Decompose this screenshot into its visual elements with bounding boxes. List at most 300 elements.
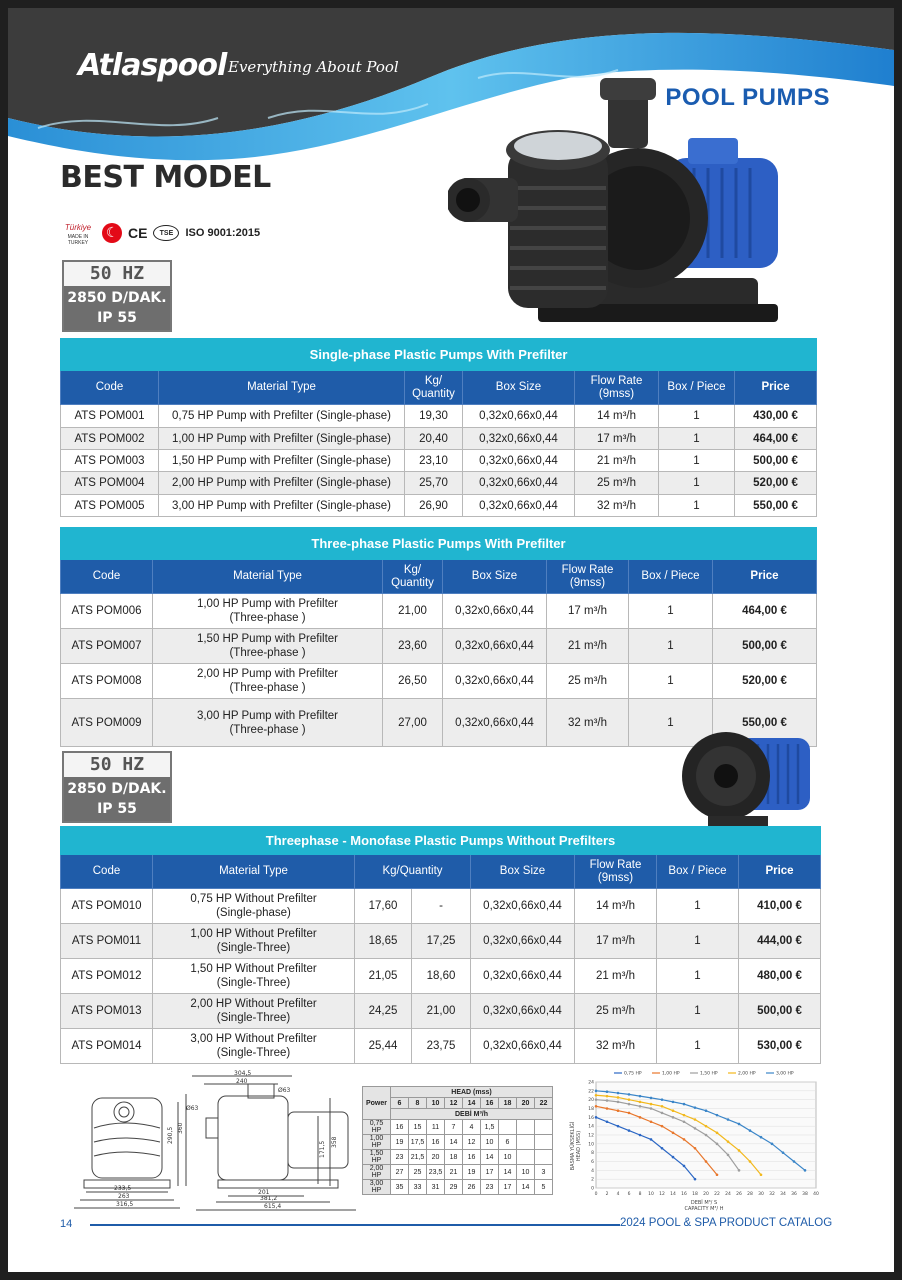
x-tick-label: 16 <box>681 1192 687 1197</box>
table-header-row <box>61 371 817 405</box>
head-title: HEAD (mss) <box>391 1087 553 1098</box>
made-in-turkiye-logo: Türkiye MADE IN TURKEY <box>64 223 92 246</box>
x-axis-label-2: CAPACITY M³/ H <box>684 1206 724 1212</box>
legend-label: 3,00 HP <box>776 1071 794 1077</box>
y-tick-label: 24 <box>588 1080 594 1086</box>
y-tick-label: 8 <box>591 1151 594 1157</box>
flow-cell: 3 <box>535 1165 553 1180</box>
y-tick-label: 0 <box>591 1186 594 1192</box>
series-point <box>650 1097 653 1100</box>
series-point <box>672 1116 675 1119</box>
table-header-row <box>61 855 821 889</box>
cell-box-size: 0,32x0,66x0,44 <box>463 495 575 517</box>
cell-kg-three: 17,25 <box>412 924 471 959</box>
table-without-prefilter <box>60 826 821 1064</box>
series-point <box>683 1114 686 1117</box>
col-kg-quantity: Kg/ Quantity <box>383 560 443 594</box>
col-code: Code <box>61 371 159 405</box>
table-row <box>61 450 817 472</box>
table-title: Threephase - Monofase Plastic Pumps Without Prefilters <box>61 827 821 855</box>
dim-label: 360 <box>177 1122 184 1134</box>
series-point <box>617 1092 620 1095</box>
series-point <box>650 1120 653 1123</box>
col-flow-rate: Flow Rate (9mss) <box>547 560 629 594</box>
series-point <box>782 1151 785 1154</box>
series-point <box>639 1134 642 1137</box>
power-label: Power <box>363 1087 391 1120</box>
cell-box-piece: 1 <box>657 924 739 959</box>
page-number: 14 <box>60 1218 73 1230</box>
series-point <box>639 1095 642 1098</box>
x-tick-label: 28 <box>747 1192 753 1197</box>
series-point <box>683 1103 686 1106</box>
flow-cell: 20 <box>427 1150 445 1165</box>
y-tick-label: 2 <box>591 1177 594 1183</box>
iso-certification: ISO 9001:2015 <box>185 227 261 239</box>
cell-code: ATS POM007 <box>61 629 153 664</box>
cell-flow: 21 m³/h <box>575 450 659 472</box>
series-point <box>595 1094 598 1097</box>
cell-box-piece: 1 <box>657 959 739 994</box>
cell-kg: 25,70 <box>405 472 463 495</box>
x-tick-label: 32 <box>769 1192 775 1197</box>
flow-cell: 18 <box>445 1150 463 1165</box>
cell-kg: 27,00 <box>383 699 443 747</box>
series-point <box>617 1125 620 1128</box>
cell-kg: 26,90 <box>405 495 463 517</box>
flow-cell: 33 <box>409 1180 427 1195</box>
series-point <box>694 1147 697 1150</box>
cell-code: ATS POM003 <box>61 450 159 472</box>
cell-material: 2,00 HP Without Prefilter (Single-Three) <box>153 994 355 1029</box>
series-point <box>606 1095 609 1098</box>
brand-logo: Atlaspool <box>78 48 227 83</box>
head-flow-table <box>362 1086 553 1195</box>
flow-cell: 21,5 <box>409 1150 427 1165</box>
y-tick-label: 18 <box>588 1107 594 1112</box>
cell-flow: 32 m³/h <box>547 699 629 747</box>
cell-box-piece: 1 <box>629 664 713 699</box>
col-price: Price <box>713 560 817 594</box>
x-tick-label: 20 <box>703 1192 709 1197</box>
cell-kg-single: 17,60 <box>355 889 412 924</box>
flow-cell: 11 <box>427 1120 445 1135</box>
cell-material: 2,00 HP Pump with Prefilter (Single-phase) <box>159 472 405 495</box>
series-point <box>738 1149 741 1152</box>
power-cell: 0,75 HP <box>363 1120 391 1135</box>
flow-cell: 23 <box>481 1180 499 1195</box>
cell-box-size: 0,32x0,66x0,44 <box>471 959 575 994</box>
dim-label: 233,5 <box>114 1185 132 1192</box>
flow-cell: 1,5 <box>481 1120 499 1135</box>
series-point <box>771 1143 774 1146</box>
cell-flow: 32 m³/h <box>575 1029 657 1064</box>
cell-box-size: 0,32x0,66x0,44 <box>463 450 575 472</box>
flow-cell <box>517 1120 535 1135</box>
cell-code: ATS POM011 <box>61 924 153 959</box>
series-point <box>595 1090 598 1093</box>
head-table-row <box>363 1180 553 1195</box>
cell-material: 1,50 HP Pump with Prefilter (Three-phase ) <box>153 629 383 664</box>
x-tick-label: 4 <box>616 1192 620 1197</box>
y-tick-label: 16 <box>588 1115 594 1121</box>
flow-cell: 14 <box>499 1165 517 1180</box>
cell-code: ATS POM005 <box>61 495 159 517</box>
series-point <box>760 1173 763 1176</box>
flow-cell: 23 <box>391 1150 409 1165</box>
cell-code: ATS POM010 <box>61 889 153 924</box>
series-point <box>716 1114 719 1117</box>
table-header-row <box>61 560 817 594</box>
x-tick-label: 18 <box>692 1192 698 1197</box>
y-tick-label: 10 <box>588 1142 594 1148</box>
col-code: Code <box>61 855 153 889</box>
table-row <box>61 594 817 629</box>
catalog-name: 2024 POOL & SPA PRODUCT CATALOG <box>620 1217 833 1229</box>
col-material-type: Material Type <box>153 560 383 594</box>
series-point <box>595 1098 598 1101</box>
series-point <box>694 1118 697 1121</box>
cell-price: 520,00 € <box>735 472 817 495</box>
series-point <box>628 1129 631 1132</box>
cell-box-piece: 1 <box>659 495 735 517</box>
dim-label: Ø63 <box>186 1105 199 1112</box>
ce-mark: CE <box>128 225 148 241</box>
series-point <box>705 1125 708 1128</box>
power-cell: 1,50 HP <box>363 1150 391 1165</box>
spec-hz: 50 HZ <box>64 753 170 777</box>
cell-box-piece: 1 <box>659 472 735 495</box>
cell-code: ATS POM008 <box>61 664 153 699</box>
cell-material: 1,00 HP Pump with Prefilter (Single-phase) <box>159 428 405 450</box>
flow-cell: 12 <box>463 1135 481 1150</box>
cell-kg: 21,00 <box>383 594 443 629</box>
series-point <box>683 1138 686 1141</box>
series-point <box>672 1131 675 1134</box>
table-row <box>61 664 817 699</box>
series-point <box>749 1160 752 1163</box>
series-point <box>716 1143 719 1146</box>
series-point <box>727 1118 730 1121</box>
flow-cell: 15 <box>409 1120 427 1135</box>
table-row <box>61 889 821 924</box>
series-point <box>617 1096 620 1099</box>
cell-price: 464,00 € <box>735 428 817 450</box>
cell-material: 3,00 HP Pump with Prefilter (Three-phase ) <box>153 699 383 747</box>
series-point <box>661 1105 664 1108</box>
series-point <box>738 1123 741 1126</box>
flow-cell: 14 <box>481 1150 499 1165</box>
series-point <box>628 1093 631 1096</box>
x-axis-label-1: DEBİ M³/ S <box>690 1200 718 1206</box>
head-table-row <box>363 1120 553 1135</box>
cell-box-piece: 1 <box>659 405 735 428</box>
x-tick-label: 40 <box>813 1192 819 1197</box>
cell-flow: 25 m³/h <box>575 994 657 1029</box>
flow-cell: 16 <box>391 1120 409 1135</box>
cell-kg: 20,40 <box>405 428 463 450</box>
series-point <box>661 1125 664 1128</box>
flow-cell: 6 <box>499 1135 517 1150</box>
table-title: Three-phase Plastic Pumps With Prefilter <box>61 528 817 560</box>
legend-label: 0,75 HP <box>624 1071 642 1077</box>
x-tick-label: 14 <box>670 1192 676 1197</box>
cell-box-piece: 1 <box>629 629 713 664</box>
cell-kg: 23,10 <box>405 450 463 472</box>
flow-cell: 19 <box>391 1135 409 1150</box>
cell-price: 550,00 € <box>735 495 817 517</box>
cell-material: 0,75 HP Without Prefilter (Single-phase) <box>153 889 355 924</box>
series-point <box>672 1156 675 1159</box>
cell-box-size: 0,32x0,66x0,44 <box>471 1029 575 1064</box>
series-point <box>595 1116 598 1119</box>
head-value: 6 <box>391 1098 409 1109</box>
cell-price: 520,00 € <box>713 664 817 699</box>
dim-label: 316,5 <box>116 1201 134 1208</box>
cell-material: 3,00 HP Without Prefilter (Single-Three) <box>153 1029 355 1064</box>
flow-cell: 5 <box>535 1180 553 1195</box>
cell-flow: 14 m³/h <box>575 405 659 428</box>
head-value: 10 <box>427 1098 445 1109</box>
cell-material: 0,75 HP Pump with Prefilter (Single-phase) <box>159 405 405 428</box>
cell-code: ATS POM013 <box>61 994 153 1029</box>
flow-cell: 14 <box>445 1135 463 1150</box>
col-material-type: Material Type <box>159 371 405 405</box>
cell-kg: 26,50 <box>383 664 443 699</box>
flow-subtitle: DEBİ M³/h <box>391 1109 553 1120</box>
col-flow-rate: Flow Rate (9mss) <box>575 855 657 889</box>
head-table-row <box>363 1165 553 1180</box>
col-box-size: Box Size <box>471 855 575 889</box>
series-point <box>628 1098 631 1101</box>
series-point <box>705 1109 708 1112</box>
cell-kg-three: 23,75 <box>412 1029 471 1064</box>
cell-code: ATS POM006 <box>61 594 153 629</box>
x-tick-label: 34 <box>780 1192 786 1197</box>
flow-cell: 21 <box>445 1165 463 1180</box>
flow-cell <box>517 1135 535 1150</box>
col-box-piece: Box / Piece <box>629 560 713 594</box>
col-price: Price <box>739 855 821 889</box>
y-tick-label: 12 <box>588 1133 594 1139</box>
head-value: 18 <box>499 1098 517 1109</box>
x-tick-label: 22 <box>714 1192 720 1197</box>
catalog-page <box>8 8 894 1272</box>
series-point <box>683 1165 686 1168</box>
series-point <box>738 1169 741 1172</box>
cell-box-piece: 1 <box>659 428 735 450</box>
cell-box-piece: 1 <box>629 594 713 629</box>
x-tick-label: 8 <box>638 1192 642 1197</box>
col-kg-quantity: Kg/Quantity <box>355 855 471 889</box>
y-tick-label: 14 <box>588 1124 594 1130</box>
spec-box <box>62 260 172 332</box>
series-point <box>716 1131 719 1134</box>
model-title: BEST MODEL <box>60 160 271 195</box>
series-point <box>716 1173 719 1176</box>
dim-label: 381,2 <box>260 1195 278 1202</box>
power-cell: 2,00 HP <box>363 1165 391 1180</box>
cell-material: 1,50 HP Without Prefilter (Single-Three) <box>153 959 355 994</box>
y-tick-label: 6 <box>591 1160 594 1165</box>
x-tick-label: 24 <box>725 1192 731 1197</box>
spec-box <box>62 751 172 823</box>
series-point <box>639 1101 642 1104</box>
col-kg-quantity: Kg/ Quantity <box>405 371 463 405</box>
col-flow-rate: Flow Rate (9mss) <box>575 371 659 405</box>
tse-mark: TSE <box>153 225 179 241</box>
cell-flow: 21 m³/h <box>575 959 657 994</box>
dim-label: Ø63 <box>278 1087 291 1094</box>
spec-rpm-ip: 2850 D/DAK. IP 55 <box>64 286 170 330</box>
dim-label: 615,4 <box>264 1203 282 1210</box>
series-point <box>628 1103 631 1106</box>
table-three-phase-prefilter <box>60 527 817 747</box>
col-box-size: Box Size <box>463 371 575 405</box>
col-box-piece: Box / Piece <box>657 855 739 889</box>
cell-box-size: 0,32x0,66x0,44 <box>443 629 547 664</box>
table-row <box>61 959 821 994</box>
flow-cell: 23,5 <box>427 1165 445 1180</box>
cell-material: 1,00 HP Without Prefilter (Single-Three) <box>153 924 355 959</box>
series-point <box>661 1098 664 1101</box>
flow-cell: 25 <box>409 1165 427 1180</box>
x-tick-label: 36 <box>791 1192 797 1197</box>
series-point <box>705 1134 708 1137</box>
flow-cell: 7 <box>445 1120 463 1135</box>
flow-cell: 10 <box>499 1150 517 1165</box>
dim-label: 358 <box>331 1136 338 1148</box>
x-tick-label: 6 <box>627 1192 631 1197</box>
power-cell: 3,00 HP <box>363 1180 391 1195</box>
flow-cell <box>517 1150 535 1165</box>
flow-cell: 16 <box>427 1135 445 1150</box>
cell-code: ATS POM014 <box>61 1029 153 1064</box>
cell-box-size: 0,32x0,66x0,44 <box>463 472 575 495</box>
cell-kg-three: - <box>412 889 471 924</box>
series-point <box>628 1112 631 1115</box>
head-value: 22 <box>535 1098 553 1109</box>
cell-kg-single: 25,44 <box>355 1029 412 1064</box>
table-row <box>61 1029 821 1064</box>
performance-curve-chart <box>564 1066 826 1214</box>
series-point <box>705 1160 708 1163</box>
certification-row <box>60 222 260 244</box>
turkish-flag-icon <box>102 223 122 243</box>
x-tick-label: 30 <box>758 1192 764 1197</box>
cell-material: 1,00 HP Pump with Prefilter (Three-phase ) <box>153 594 383 629</box>
series-point <box>727 1140 730 1143</box>
cell-flow: 17 m³/h <box>575 428 659 450</box>
cell-box-size: 0,32x0,66x0,44 <box>471 889 575 924</box>
pump-with-prefilter-image <box>448 78 788 338</box>
cell-price: 500,00 € <box>735 450 817 472</box>
x-tick-label: 10 <box>648 1192 654 1197</box>
table-row <box>61 924 821 959</box>
series-point <box>639 1105 642 1108</box>
dim-label: 240 <box>236 1078 248 1085</box>
brand-tagline: Everything About Pool <box>228 58 399 76</box>
series-point <box>661 1112 664 1115</box>
y-axis-label-1: BASMA YÜKSEKLİĞİ <box>570 1121 576 1171</box>
flow-cell <box>535 1120 553 1135</box>
flow-cell: 35 <box>391 1180 409 1195</box>
cell-code: ATS POM004 <box>61 472 159 495</box>
cell-kg-three: 18,60 <box>412 959 471 994</box>
series-point <box>606 1099 609 1102</box>
series-point <box>650 1138 653 1141</box>
cell-code: ATS POM002 <box>61 428 159 450</box>
cell-box-piece: 1 <box>657 1029 739 1064</box>
cell-box-size: 0,32x0,66x0,44 <box>471 924 575 959</box>
cell-price: 500,00 € <box>713 629 817 664</box>
series-point <box>639 1116 642 1119</box>
flow-cell <box>535 1135 553 1150</box>
cell-kg-single: 18,65 <box>355 924 412 959</box>
flow-cell: 29 <box>445 1180 463 1195</box>
dim-label: 201 <box>258 1189 270 1196</box>
flow-cell <box>535 1150 553 1165</box>
cell-kg-three: 21,00 <box>412 994 471 1029</box>
section-title: POOL PUMPS <box>665 84 830 111</box>
cell-price: 500,00 € <box>739 994 821 1029</box>
head-value: 12 <box>445 1098 463 1109</box>
table-row <box>61 629 817 664</box>
series-point <box>793 1160 796 1163</box>
table-row <box>61 428 817 450</box>
series-point <box>694 1178 697 1181</box>
cell-flow: 14 m³/h <box>575 889 657 924</box>
power-cell: 1,00 HP <box>363 1135 391 1150</box>
cell-box-size: 0,32x0,66x0,44 <box>443 699 547 747</box>
dim-label: 263 <box>118 1193 130 1200</box>
technical-drawing <box>68 1068 358 1214</box>
flow-cell: 17 <box>481 1165 499 1180</box>
flow-cell: 14 <box>517 1180 535 1195</box>
cell-code: ATS POM001 <box>61 405 159 428</box>
flow-cell <box>499 1120 517 1135</box>
cell-box-size: 0,32x0,66x0,44 <box>443 664 547 699</box>
legend-label: 1,00 HP <box>662 1071 680 1077</box>
cell-kg-single: 24,25 <box>355 994 412 1029</box>
table-row <box>61 472 817 495</box>
cell-box-size: 0,32x0,66x0,44 <box>471 994 575 1029</box>
col-box-piece: Box / Piece <box>659 371 735 405</box>
head-value: 16 <box>481 1098 499 1109</box>
flow-cell: 10 <box>517 1165 535 1180</box>
series-point <box>683 1120 686 1123</box>
cell-kg: 19,30 <box>405 405 463 428</box>
cell-flow: 25 m³/h <box>575 472 659 495</box>
cell-box-piece: 1 <box>657 994 739 1029</box>
x-tick-label: 38 <box>802 1192 808 1197</box>
cell-flow: 17 m³/h <box>547 594 629 629</box>
head-table-row <box>363 1150 553 1165</box>
flow-cell: 10 <box>481 1135 499 1150</box>
series-point <box>694 1106 697 1109</box>
cell-code: ATS POM009 <box>61 699 153 747</box>
col-price: Price <box>735 371 817 405</box>
cell-material: 1,50 HP Pump with Prefilter (Single-phase) <box>159 450 405 472</box>
table-single-phase-prefilter <box>60 338 817 517</box>
cell-box-piece: 1 <box>659 450 735 472</box>
cell-price: 410,00 € <box>739 889 821 924</box>
head-value: 14 <box>463 1098 481 1109</box>
series-point <box>650 1103 653 1106</box>
y-tick-label: 20 <box>588 1098 594 1104</box>
col-box-size: Box Size <box>443 560 547 594</box>
cell-flow: 32 m³/h <box>575 495 659 517</box>
